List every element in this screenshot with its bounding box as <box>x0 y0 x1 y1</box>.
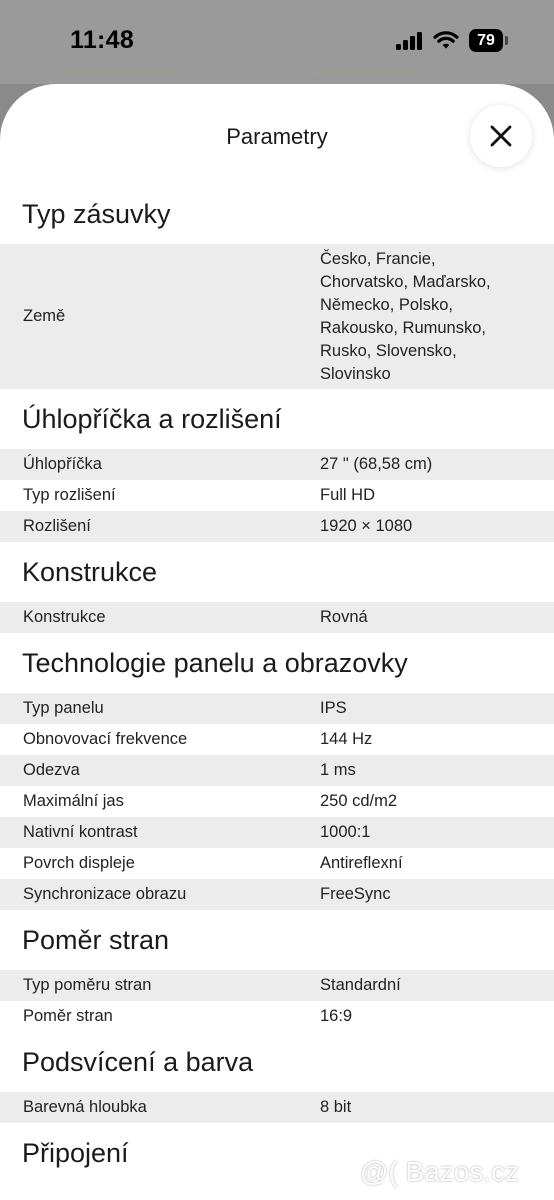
wifi-icon <box>433 30 459 50</box>
watermark: @( Bazos.cz <box>360 1156 520 1187</box>
spec-value: Full HD <box>320 486 376 504</box>
spec-row <box>0 511 554 542</box>
spec-row <box>0 879 554 910</box>
spec-value: 1920 × 1080 <box>320 517 413 535</box>
spec-value: 16:9 <box>320 1007 353 1025</box>
section-heading: Úhlopříčka a rozlišení <box>22 404 282 434</box>
spec-row <box>0 602 554 633</box>
spec-value: 250 cd/m2 <box>320 792 398 810</box>
sheet-header <box>0 84 554 194</box>
spec-row <box>0 817 554 848</box>
background-rating-stars-2 <box>315 72 425 82</box>
spec-value: 8 bit <box>320 1098 352 1116</box>
signal-icon <box>396 32 424 50</box>
section-aspect-ratio <box>0 910 554 1032</box>
spec-label: Obnovovací frekvence <box>23 730 188 748</box>
spec-value: FreeSync <box>320 885 391 903</box>
spec-value: Antireflexní <box>320 854 403 872</box>
spec-label: Maximální jas <box>23 792 124 810</box>
section-heading: Technologie panelu a obrazovky <box>22 648 408 678</box>
spec-row <box>0 480 554 511</box>
spec-row <box>0 693 554 724</box>
battery-tip <box>505 36 508 45</box>
spec-label: Synchronizace obrazu <box>23 885 187 903</box>
spec-label: Odezva <box>23 761 80 779</box>
spec-row <box>0 724 554 755</box>
spec-row <box>0 970 554 1001</box>
section-backlight-color <box>0 1032 554 1123</box>
sheet-title: Parametry <box>226 124 328 149</box>
spec-row <box>0 848 554 879</box>
spec-row <box>0 755 554 786</box>
spec-value: Rovná <box>320 608 368 626</box>
spec-row <box>0 244 554 389</box>
spec-label: Nativní kontrast <box>23 823 138 841</box>
close-icon <box>490 125 512 147</box>
spec-label: Rozlišení <box>23 517 91 535</box>
spec-label: Úhlopříčka <box>23 455 102 473</box>
spec-label: Povrch displeje <box>23 854 135 872</box>
section-socket-type <box>0 194 554 389</box>
section-construction <box>0 542 554 633</box>
section-heading: Připojení <box>22 1138 129 1168</box>
parameters-sheet <box>0 84 554 1200</box>
spec-row <box>0 1092 554 1123</box>
spec-value: 1 ms <box>320 761 356 779</box>
close-button[interactable] <box>470 105 532 167</box>
section-heading: Podsvícení a barva <box>22 1047 254 1077</box>
spec-value: 1000:1 <box>320 823 371 841</box>
spec-label: Typ rozlišení <box>23 486 116 504</box>
spec-value: Standardní <box>320 976 401 994</box>
spec-row <box>0 1001 554 1032</box>
section-heading: Typ zásuvky <box>22 199 171 229</box>
spec-label: Konstrukce <box>23 608 106 626</box>
battery-icon: 79 <box>469 29 503 52</box>
section-diagonal-resolution <box>0 389 554 542</box>
section-heading: Poměr stran <box>22 925 170 955</box>
status-bar <box>0 0 554 84</box>
status-time: 11:48 <box>70 26 135 54</box>
background-rating-stars <box>66 72 176 82</box>
spec-row <box>0 449 554 480</box>
spec-value: 27 " (68,58 cm) <box>320 455 433 473</box>
spec-label: Typ poměru stran <box>23 976 152 994</box>
spec-value: Česko, Francie, Chorvatsko, Maďarsko, Německo, Polsko, Rakousko, Rumunsko, Rusko, Slovensko, Slovinsko <box>320 249 491 383</box>
spec-value: 144 Hz <box>320 730 373 748</box>
section-heading: Konstrukce <box>22 557 158 587</box>
section-panel-technology <box>0 633 554 910</box>
spec-label: Typ panelu <box>23 699 104 717</box>
spec-label: Poměr stran <box>23 1007 113 1025</box>
spec-label: Barevná hloubka <box>23 1098 147 1116</box>
spec-row <box>0 786 554 817</box>
spec-value: IPS <box>320 699 347 717</box>
spec-label: Země <box>23 307 66 325</box>
